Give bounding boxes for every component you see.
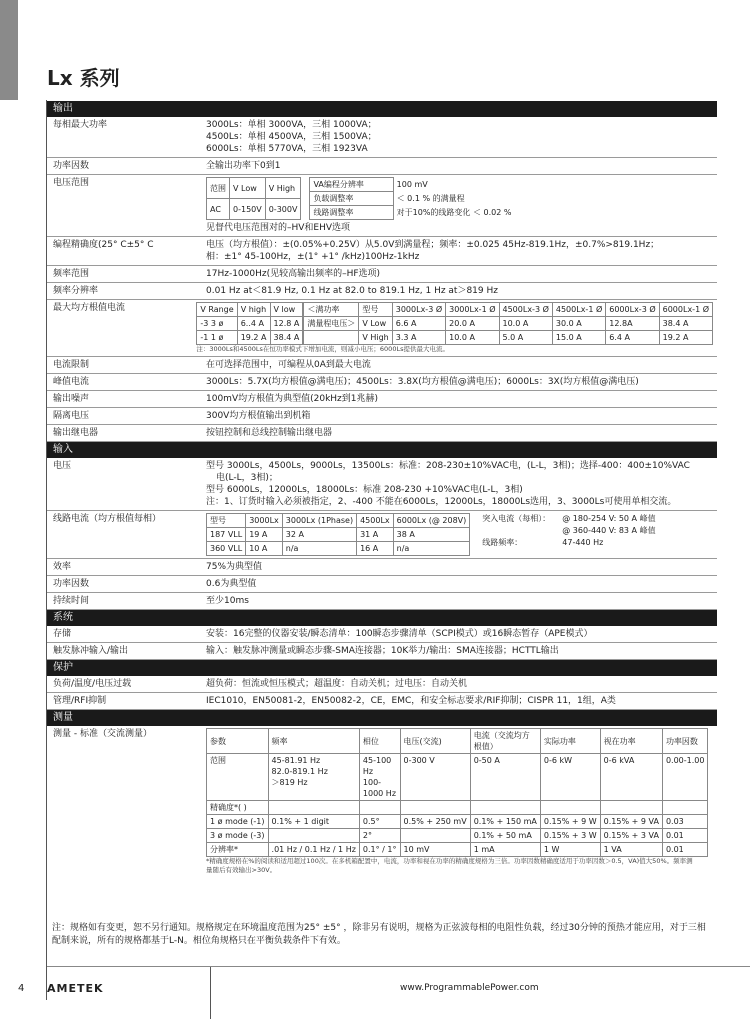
cell: 型号: [207, 514, 246, 528]
vrange-specs: [309, 177, 569, 220]
line-freq-value: 47-440 Hz: [562, 538, 604, 547]
cell: [400, 829, 470, 843]
cell: .01 Hz / 0.1 Hz / 1 Hz: [268, 843, 359, 857]
spec-row-overload: [47, 676, 717, 693]
cell: V Low: [359, 317, 392, 331]
value-line: 型号 6000Ls，12000Ls，18000Ls：标准 208-230 +10%VAC电(L-L，3相): [206, 485, 523, 495]
footnote: 注：规格如有变更，恕不另行通知。规格规定在环境温度范围为25° ±5° ，除非另有说明，规格为正弦波每相的电阻性负载，经过30分钟的预热才能应用，对于三相配制来说，所有的规格都基于L-N。相位角规格只在平衡负载条件下有效。: [52, 923, 706, 946]
row-label: 功率因数: [53, 161, 90, 171]
spec-row-storage: [47, 626, 717, 643]
value-line: 型号 3000Ls，4500Ls，9000Ls，13500Ls：标准：208-230±10%VAC电，(L-L，3相)；选择-400：400±10%VAC: [206, 461, 690, 471]
cell: 3000Lx (1Phase): [282, 514, 356, 528]
cell: 4500Lx-3 Ø: [499, 303, 552, 317]
row-value: 输入：触发脉冲测量或瞬态步骤-SMA连接器；10K举力/输出：SMA连接器；HCTTL输出: [206, 646, 559, 656]
value-line: 电(L-L，3相)；: [216, 473, 278, 483]
cell: V High: [265, 178, 301, 199]
cell: 10 A: [246, 542, 283, 556]
cell: 对于10%的线路变化 ＜ 0.02 %: [396, 208, 512, 217]
cell: 参数: [207, 729, 269, 754]
cell: n/a: [393, 542, 470, 556]
measure-table: [206, 728, 708, 857]
cell: 12.8A: [606, 317, 659, 331]
cell: 12.8 A: [270, 317, 303, 331]
spec-row-accuracy: [47, 237, 717, 266]
section-output: 输出: [47, 101, 717, 117]
vrange-table: [206, 177, 301, 220]
spec-row-max-current: [47, 300, 717, 357]
cell: 0.1% + 1 digit: [268, 815, 359, 829]
cell: 频率: [268, 729, 359, 754]
spec-row-line-current: [47, 511, 717, 559]
cell: 5.0 A: [499, 331, 552, 345]
cell: 1 VA: [600, 843, 662, 857]
cell: [540, 801, 600, 815]
cell: 100 mV: [396, 180, 428, 189]
row-value: [202, 458, 717, 510]
row-label: 最大均方根值电流: [53, 303, 126, 313]
cell: V Range: [197, 303, 237, 317]
cell: 6.4 A: [606, 331, 659, 345]
row-label: 管理/RFI抑制: [53, 696, 107, 706]
cell: 0-6 kW: [540, 754, 600, 801]
spec-row-regulatory: [47, 693, 717, 710]
inrush-block: [482, 513, 655, 556]
row-label: 负荷/温度/电压过载: [53, 679, 132, 689]
cell: 分辨率*: [207, 843, 269, 857]
spec-row-input-pf: [47, 576, 717, 593]
cell: 6000Lx-1 Ø: [659, 303, 712, 317]
cell: V high: [237, 303, 270, 317]
row-label: 电压范围: [53, 178, 90, 188]
section-input: 输入: [47, 442, 717, 458]
cell: 电压(交流): [400, 729, 470, 754]
row-value: [202, 117, 717, 157]
cell: 30.0 A: [552, 317, 605, 331]
cell: 10.0 A: [446, 331, 499, 345]
row-label: 效率: [53, 562, 72, 572]
spec-row-noise: [47, 391, 717, 408]
current-left-table: [196, 302, 303, 345]
cell: [359, 801, 400, 815]
row-label: 峰值电流: [53, 377, 90, 387]
row-value: 在可选择范围中，可编程从0A到最大电流: [206, 360, 371, 370]
cell: 功率因数: [662, 729, 708, 754]
current-note: 注：3000Ls和4500Ls在恒功率模式下增加电流，则减小电压；6000Ls提供最大电流。: [196, 345, 449, 353]
inrush-value: @ 180-254 V: 50 A 峰值: [562, 514, 656, 523]
cell: 19 A: [246, 528, 283, 542]
row-value: 300V均方根值输出到机箱: [206, 411, 311, 421]
value-line: 注：1、订货时输入必须被指定，2、-400 不能在6000Ls，12000Ls，18000Ls选用，3、3000Ls可使用单相交流。: [206, 497, 677, 507]
cell: 15.0 A: [552, 331, 605, 345]
line-freq-label: 线路频率：: [482, 538, 523, 547]
cell: 3000Lx-1 Ø: [446, 303, 499, 317]
row-value: IEC1010，EN50081-2，EN50082-2，CE，EMC，和安全标志要求/RIF抑制；CISPR 11，1组，A类: [206, 696, 616, 706]
value-line: 电压（均方根值）：±(0.05%+0.25V）从5.0V到满量程；频率：±0.025 45Hz-819.1Hz，±0.7%>819.1Hz；: [206, 240, 660, 250]
cell: [662, 801, 708, 815]
cell: -3 3 ø: [197, 317, 237, 331]
cell: 3 ø mode (-3): [207, 829, 269, 843]
cell: 负载调整率: [310, 192, 393, 206]
cell: 6000Lx-3 Ø: [606, 303, 659, 317]
measure-note: *精确度规格在%的阅读和适用超过100次。在多机箱配置中，电流，功率和视在功率的精确度规格为三倍。功率因数精确度适用于功率因数＞0.5，VA)值大50%。频率测量随后有效输出>30V。: [206, 857, 693, 874]
cell: 视在功率: [600, 729, 662, 754]
cell: 360 VLL: [207, 542, 246, 556]
value-line: 4500Ls：单相 4500VA，三相 1500VA；: [206, 132, 377, 142]
spec-row-trigger: [47, 643, 717, 660]
spec-row-max-power: [47, 117, 717, 158]
footer-divider: [210, 967, 211, 1019]
inrush-values: [562, 513, 655, 537]
cell: 6..4 A: [237, 317, 270, 331]
section-system: 系统: [47, 610, 717, 626]
row-label: 功率因数: [53, 579, 90, 589]
row-value: 超负荷：恒流或恒压模式；超温度：自动关机；过电压：自动关机: [206, 679, 468, 689]
cell: VA编程分辨率: [310, 178, 393, 192]
spec-sheet: [47, 101, 717, 877]
row-label: 线路电流（均方根值每相）: [53, 514, 162, 524]
cell: 0.01: [662, 829, 708, 843]
spec-row-freq-res: [47, 283, 717, 300]
side-tab: [0, 0, 18, 100]
cell: 45-81.91 Hz 82.0-819.1 Hz ＞819 Hz: [268, 754, 359, 801]
cell: 0.15% + 3 VA: [600, 829, 662, 843]
row-value: 3000Ls：5.7X(均方根值@满电压)；4500Ls：3.8X(均方根值@满电压)；6000Ls：3X(均方根值@满电压): [206, 377, 639, 387]
value-line: 相：±1° 45-100Hz，±(1° +1° /kHz)100Hz-1kHz: [206, 252, 420, 262]
website-link[interactable]: www.ProgrammablePower.com: [400, 983, 539, 993]
cell: 3000Lx-3 Ø: [392, 303, 445, 317]
spec-row-input-voltage: [47, 458, 717, 511]
section-measure: 测量: [47, 710, 717, 726]
cell: [268, 801, 359, 815]
cell: 实际功率: [540, 729, 600, 754]
cell: 电流（交流均方根值）: [470, 729, 540, 754]
cell: 3.3 A: [392, 331, 445, 345]
cell: -1 1 ø: [197, 331, 237, 345]
cell: 0.5% + 250 mV: [400, 815, 470, 829]
cell: 0.01: [662, 843, 708, 857]
cell: 0-50 A: [470, 754, 540, 801]
row-label: 电压: [53, 461, 72, 471]
row-label: 频率分辨率: [53, 286, 99, 296]
spec-row-eff: [47, 559, 717, 576]
row-value: 全输出功率下0到1: [206, 161, 281, 171]
cell: 0.15% + 3 W: [540, 829, 600, 843]
cell: 2°: [359, 829, 400, 843]
row-label: 测量 - 标准（交流测量）: [53, 729, 152, 739]
row-label: 存储: [53, 629, 72, 639]
cell: 满量程电压＞: [304, 317, 359, 331]
cell: 0.15% + 9 W: [540, 815, 600, 829]
cell: 0.15% + 9 VA: [600, 815, 662, 829]
cell: 20.0 A: [446, 317, 499, 331]
spec-row-climit: [47, 357, 717, 374]
cell: 0.5°: [359, 815, 400, 829]
row-value: 75%为典型值: [206, 562, 263, 572]
row-label: 电流限制: [53, 360, 90, 370]
page-number: 4: [18, 983, 25, 994]
cell: [600, 801, 662, 815]
cell: 1 W: [540, 843, 600, 857]
cell: 4500Lx-1 Ø: [552, 303, 605, 317]
cell: 31 A: [357, 528, 394, 542]
row-label: 编程精确度(25° C±5° C: [53, 240, 154, 250]
row-value: 安装：16完整的仪器安装/瞬态清单：100瞬态步骤清单（SCPI模式）或16瞬态暂存（APE模式）: [206, 629, 593, 639]
cell: 3000Lx: [246, 514, 283, 528]
row-value: 按钮控制和总线控制输出继电器: [206, 428, 333, 438]
cell: 187 VLL: [207, 528, 246, 542]
cell: 线路调整率: [310, 206, 393, 220]
spec-row-pf: [47, 158, 717, 175]
row-value: [202, 511, 717, 558]
cell: 38.4 A: [659, 317, 712, 331]
cell: 型号: [359, 303, 392, 317]
cell: 38 A: [393, 528, 470, 542]
spec-row-relay: [47, 425, 717, 442]
row-label: 触发脉冲输入/输出: [53, 646, 129, 656]
row-value: [202, 237, 717, 265]
spec-row-freq: [47, 266, 717, 283]
spec-row-hold: [47, 593, 717, 610]
cell: 19.2 A: [237, 331, 270, 345]
cell: 4500Lx: [357, 514, 394, 528]
cell: 32 A: [282, 528, 356, 542]
value-line: 3000Ls：单相 3000VA，三相 1000VA；: [206, 120, 377, 130]
row-label: 隔离电压: [53, 411, 90, 421]
section-protect: 保护: [47, 660, 717, 676]
cell: 38.4 A: [270, 331, 303, 345]
cell: 0-150V: [230, 199, 266, 220]
inrush-label: 突入电流（每相）：: [482, 514, 551, 523]
cell: 范围: [207, 178, 230, 199]
cell: 0-300 V: [400, 754, 470, 801]
cell: 精确度*( ): [207, 801, 269, 815]
row-value: 100mV均方根值为典型值(20kHz到1兆赫): [206, 394, 379, 404]
cell: [470, 801, 540, 815]
cell: [268, 829, 359, 843]
row-label: 频率范围: [53, 269, 90, 279]
footer-rule: [47, 966, 750, 967]
current-model-table: [303, 302, 713, 345]
row-label: 输出噪声: [53, 394, 90, 404]
cell: 0.03: [662, 815, 708, 829]
cell: [400, 801, 470, 815]
cell: 0.1% + 50 mA: [470, 829, 540, 843]
cell: 0.1° / 1°: [359, 843, 400, 857]
row-value: 0.6为典型值: [206, 579, 257, 589]
cell: 6000Lx (@ 208V): [393, 514, 470, 528]
cell: V low: [270, 303, 303, 317]
vrange-note: 见督代电压范围对的–HV和EHV选项: [206, 223, 351, 233]
cell: 0.00-1.00: [662, 754, 708, 801]
cell: [304, 331, 359, 345]
spec-row-measure: [47, 726, 717, 877]
row-value: [202, 175, 717, 236]
row-value: 0.01 Hz at＜81.9 Hz, 0.1 Hz at 82.0 to 819.1 Hz, 1 Hz at＞819 Hz: [206, 286, 498, 296]
cell: 16 A: [357, 542, 394, 556]
cell: 1 mA: [470, 843, 540, 857]
row-value: 17Hz-1000Hz(见较高输出频率的–HF选项): [206, 269, 381, 279]
cell: 10.0 A: [499, 317, 552, 331]
cell: 相位: [359, 729, 400, 754]
cell: ＜满功率: [304, 303, 359, 317]
cell: 10 mV: [400, 843, 470, 857]
ametek-logo: AMETEK: [47, 982, 104, 995]
row-value: 至少10ms: [206, 596, 249, 606]
page-title: Lx 系列: [47, 66, 120, 90]
spec-row-crest: [47, 374, 717, 391]
row-value: [192, 300, 717, 356]
cell: n/a: [282, 542, 356, 556]
row-label: 每相最大功率: [53, 120, 108, 130]
cell: 6.6 A: [392, 317, 445, 331]
value-line: 6000Ls：单相 5770VA，三相 1923VA: [206, 144, 368, 154]
cell: 19.2 A: [659, 331, 712, 345]
cell: 45-100 Hz 100-1000 Hz: [359, 754, 400, 801]
cell: V Low: [230, 178, 266, 199]
cell: 0-300V: [265, 199, 301, 220]
cell: V High: [359, 331, 392, 345]
inrush-value: @ 360-440 V: 83 A 峰值: [562, 526, 656, 535]
cell: AC: [207, 199, 230, 220]
row-value: [202, 726, 717, 877]
cell: 0.1% + 150 mA: [470, 815, 540, 829]
line-current-table: [206, 513, 470, 556]
spec-row-iso: [47, 408, 717, 425]
row-label: 持续时间: [53, 596, 90, 606]
cell: ＜ 0.1 % 的满量程: [396, 194, 465, 203]
row-label: 输出继电器: [53, 428, 99, 438]
cell: 1 ø mode (-1): [207, 815, 269, 829]
spec-row-vrange: [47, 175, 717, 237]
cell: 范围: [207, 754, 269, 801]
cell: 0-6 kVA: [600, 754, 662, 801]
